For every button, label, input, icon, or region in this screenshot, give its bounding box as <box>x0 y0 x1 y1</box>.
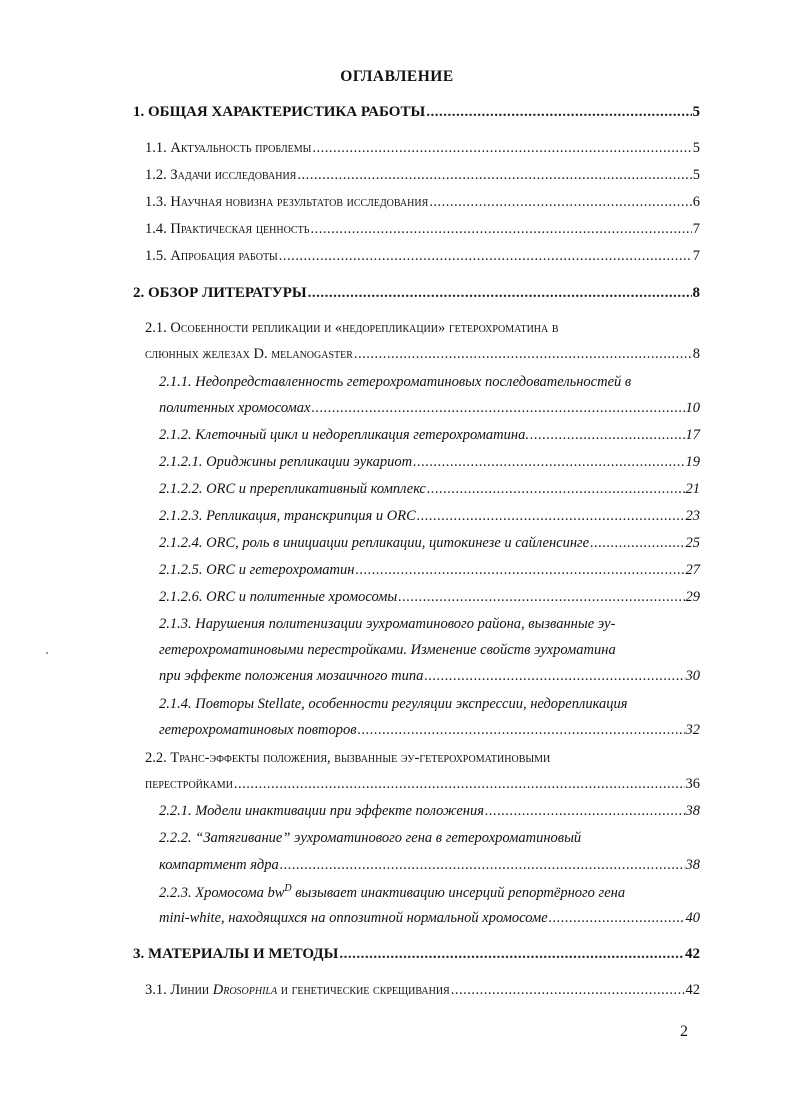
superscript: D <box>284 883 292 894</box>
toc-entry-page: 7 <box>692 221 700 237</box>
toc-entry <box>145 221 700 241</box>
toc-entry-page: 8 <box>692 285 700 301</box>
toc-entry-page: 25 <box>685 535 700 551</box>
toc-entry-line: 2.1.4. Повторы Stellate, особенности регуляции экспрессии, недорепликация <box>159 696 628 712</box>
toc-entry-label: компартмент ядра <box>159 857 279 873</box>
leader-dots <box>355 562 684 579</box>
toc-entry-page: 7 <box>692 248 700 264</box>
toc-entry <box>145 140 700 160</box>
leader-dots <box>312 400 685 417</box>
toc-entry-label: mini-white, находящихся на оппозитной нормальной хромосоме <box>159 910 548 926</box>
toc-entry-page: 32 <box>685 722 700 738</box>
toc-entry-label: гетерохроматиновых повторов <box>159 722 357 738</box>
leader-dots <box>398 589 684 606</box>
label-part: и генетические скрещивания <box>277 982 450 998</box>
toc-entry-page: 23 <box>685 508 700 524</box>
toc-entry <box>159 427 700 447</box>
leader-dots <box>530 427 685 444</box>
toc-entry-label: 1.1. Актуальность проблемы <box>145 140 312 156</box>
toc-entry-page: 8 <box>692 346 700 362</box>
toc-entry-label: 2.1.2.1. Ориджины репликации эукариот <box>159 454 413 470</box>
page-number: 2 <box>680 1023 688 1040</box>
toc-entry-label: при эффекте положения мозаичного типа <box>159 668 424 684</box>
toc-entry-page: 5 <box>692 140 700 156</box>
toc-entry-line: 2.1.1. Недопредставленность гетерохроматиновых последовательностей в <box>159 374 632 390</box>
toc-entry-label: 1. ОБЩАЯ ХАРАКТЕРИСТИКА РАБОТЫ <box>133 104 426 120</box>
toc-entry-label: 2.1.2.2. ORC и пререпликативный комплекс <box>159 481 426 497</box>
toc-entry-page: 19 <box>685 454 700 470</box>
toc-entry <box>133 285 700 305</box>
leader-dots <box>308 285 692 302</box>
toc-entry-label: 2.1.2. Клеточный цикл и недорепликация гетерохроматина. <box>159 427 529 443</box>
toc-entry-label: слюнных железах D. melanogaster <box>145 346 353 362</box>
toc-entry-line-text: 2.2.3. Хромосома bw <box>159 884 285 901</box>
toc-entry-label: 2.2.1. Модели инактивации при эффекте положения <box>159 803 484 819</box>
toc-entry <box>145 346 700 366</box>
toc-entry-line: 2.1.3. Нарушения политенизации эухроматинового района, вызванные эу- <box>159 616 616 632</box>
leader-dots <box>312 140 691 157</box>
toc-entry-page: 21 <box>685 481 700 497</box>
leader-dots <box>549 910 685 927</box>
leader-dots <box>424 668 684 685</box>
toc-entry-label: политенных хромосомах <box>159 400 311 416</box>
toc-entry-line: 2.2. Транс-эффекты положения, вызванные эу-гетерохроматиновыми <box>145 750 551 766</box>
toc-entry <box>159 910 700 930</box>
toc-entry-page: 10 <box>685 400 700 416</box>
toc-entry <box>145 167 700 187</box>
label-part: 3.1. Линии <box>145 982 213 998</box>
toc-entry-page: 5 <box>692 167 700 183</box>
leader-dots <box>279 248 692 265</box>
toc-entry-page: 42 <box>685 982 700 998</box>
toc-entry-line: гетерохроматиновыми перестройками. Изменение свойств эухроматина <box>159 642 616 658</box>
toc-entry-page: 6 <box>692 194 700 210</box>
leader-dots <box>590 535 684 552</box>
toc-entry <box>159 857 700 877</box>
leader-dots <box>485 803 685 820</box>
toc-entry <box>145 248 700 268</box>
toc-entry <box>159 454 700 474</box>
toc-entry-page: 36 <box>685 776 700 792</box>
toc-entry-label: 1.3. Научная новизна результатов исследования <box>145 194 429 210</box>
toc-entry <box>159 722 700 742</box>
leader-dots <box>280 857 685 874</box>
toc-entry-page: 17 <box>685 427 700 443</box>
toc-entry <box>145 194 700 214</box>
toc-entry <box>159 589 700 609</box>
leader-dots <box>426 104 691 121</box>
leader-dots <box>297 167 691 184</box>
toc-title: ОГЛАВЛЕНИЕ <box>340 68 454 85</box>
toc-entry-label: 1.4. Практическая ценность <box>145 221 310 237</box>
toc-entry-label: 2. ОБЗОР ЛИТЕРАТУРЫ <box>133 285 307 301</box>
toc-entry <box>133 104 700 124</box>
toc-entry-label: 1.2. Задачи исследования <box>145 167 297 183</box>
toc-entry <box>159 481 700 501</box>
toc-entry-page: 38 <box>685 803 700 819</box>
toc-entry-line-text: вызывает инактивацию инсерций репортёрного гена <box>291 884 626 901</box>
leader-dots <box>310 221 691 238</box>
toc-entry-line <box>159 883 625 903</box>
toc-entry-label: 2.1.2.3. Репликация, транскрипция и ORC <box>159 508 416 524</box>
leader-dots <box>358 722 685 739</box>
toc-entry-label <box>145 982 450 999</box>
label-italic-part: Drosophila <box>212 982 278 998</box>
toc-entry-label: 2.1.2.5. ORC и гетерохроматин <box>159 562 355 578</box>
toc-entry-line: 2.2.2. “Затягивание” эухроматинового гена в гетерохроматиновый <box>159 830 582 846</box>
leader-dots <box>354 346 692 363</box>
toc-entry-page: 40 <box>685 910 700 926</box>
toc-entry-label: перестройками <box>145 776 233 792</box>
toc-entry-page: 27 <box>685 562 700 578</box>
toc-entry-label: 2.1.2.6. ORC и политенные хромосомы <box>159 589 398 605</box>
leader-dots <box>234 776 685 793</box>
toc-entry-page: 29 <box>685 589 700 605</box>
leader-dots <box>417 508 685 525</box>
leader-dots <box>427 481 685 498</box>
toc-entry <box>159 562 700 582</box>
toc-entry-line: 2.1. Особенности репликации и «недорепликации» гетерохроматина в <box>145 320 559 336</box>
toc-entry <box>145 776 700 796</box>
toc-entry-label: 3. МАТЕРИАЛЫ И МЕТОДЫ <box>133 946 339 962</box>
leader-dots <box>339 946 684 963</box>
scan-speck <box>46 652 48 654</box>
toc-entry-page: 30 <box>685 668 700 684</box>
toc-entry <box>159 508 700 528</box>
toc-entry-label: 1.5. Апробация работы <box>145 248 278 264</box>
toc-entry-page: 38 <box>685 857 700 873</box>
toc-entry <box>159 803 700 823</box>
toc-entry <box>133 946 700 966</box>
leader-dots <box>429 194 691 211</box>
toc-entry-page: 42 <box>685 946 700 962</box>
leader-dots <box>451 982 685 999</box>
leader-dots <box>413 454 684 471</box>
toc-entry-page: 5 <box>692 104 700 120</box>
toc-entry <box>159 668 700 688</box>
toc-entry-label: 2.1.2.4. ORC, роль в инициации репликации, цитокинезе и сайленсинге <box>159 535 590 551</box>
toc-entry <box>145 982 700 1002</box>
toc-entry <box>159 400 700 420</box>
toc-entry <box>159 535 700 555</box>
